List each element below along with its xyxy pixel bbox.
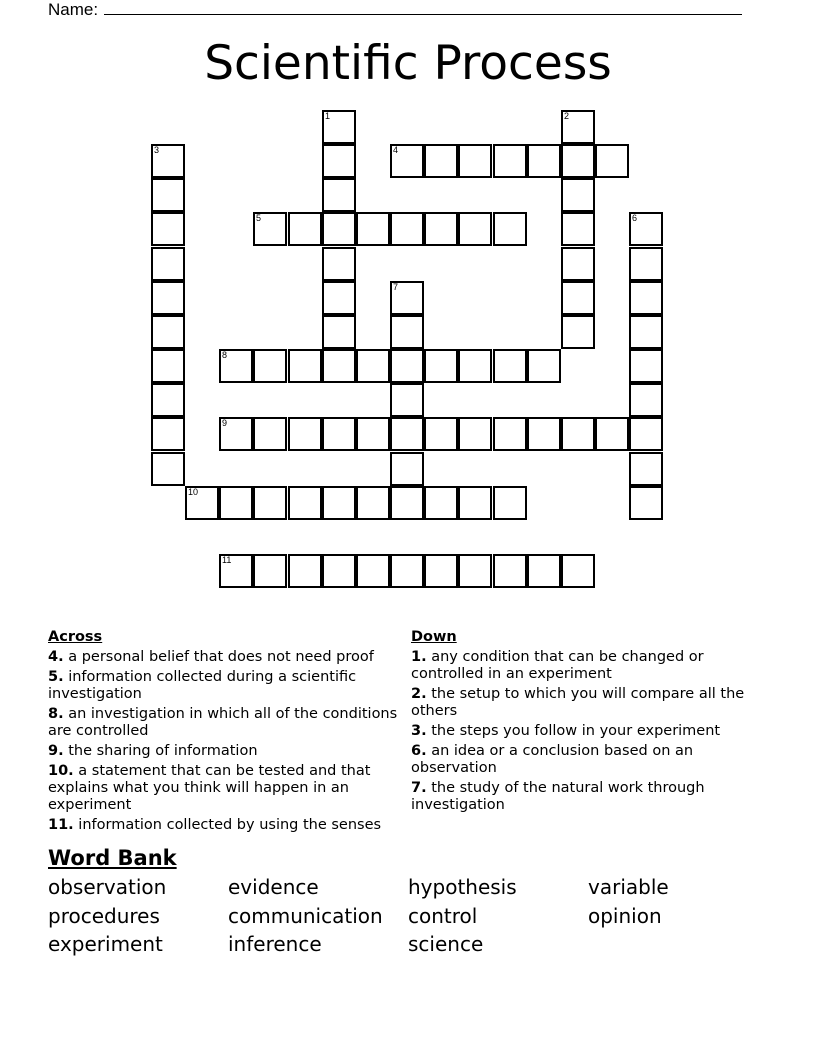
crossword-cell[interactable] (253, 486, 287, 520)
clue-number: 5. (48, 669, 64, 685)
crossword-cell[interactable] (390, 212, 424, 246)
crossword-cell[interactable] (493, 486, 527, 520)
crossword-cell[interactable] (561, 110, 595, 144)
crossword-cell[interactable] (561, 554, 595, 588)
crossword-cell[interactable] (253, 349, 287, 383)
crossword-cell[interactable] (390, 144, 424, 178)
crossword-cell[interactable] (390, 452, 424, 486)
crossword-cell[interactable] (390, 315, 424, 349)
crossword-cell[interactable] (151, 417, 185, 451)
across-clue (48, 649, 398, 666)
clue-number: 11. (48, 817, 74, 833)
crossword-cell[interactable] (493, 417, 527, 451)
crossword-cell[interactable] (629, 486, 663, 520)
clue-number-label: 7 (393, 282, 399, 292)
crossword-cell[interactable] (527, 144, 561, 178)
clue-number: 7. (411, 780, 427, 796)
crossword-cell[interactable] (424, 417, 458, 451)
clue-number: 1. (411, 649, 427, 665)
clue-number-label: 3 (154, 145, 160, 155)
across-heading: Across (48, 629, 103, 645)
crossword-cell[interactable] (322, 554, 356, 588)
crossword-cell[interactable] (288, 554, 322, 588)
crossword-cell[interactable] (356, 417, 390, 451)
crossword-cell[interactable] (288, 212, 322, 246)
clue-text: the setup to which you will compare all the others (411, 686, 745, 719)
across-clue (48, 817, 398, 834)
clue-number-label: 4 (393, 145, 399, 155)
clue-number: 8. (48, 706, 64, 722)
crossword-cell[interactable] (527, 349, 561, 383)
crossword-cell[interactable] (151, 178, 185, 212)
crossword-cell[interactable] (458, 144, 492, 178)
word-bank-item: variable (588, 875, 669, 899)
clue-number: 3. (411, 723, 427, 739)
word-bank-item: control (408, 903, 478, 928)
word-bank-item: communication (228, 903, 383, 928)
crossword-cell[interactable] (185, 486, 219, 520)
crossword-cell[interactable] (151, 315, 185, 349)
across-clue (48, 706, 398, 740)
word-bank-item: evidence (228, 875, 319, 899)
word-bank-item: inference (228, 932, 322, 956)
down-clue (411, 686, 761, 720)
crossword-cell[interactable] (322, 212, 356, 246)
clue-text: the steps you follow in your experiment (431, 723, 721, 739)
down-clue (411, 723, 761, 740)
clue-text: a personal belief that does not need proof (68, 649, 374, 665)
clue-number-label: 6 (632, 213, 638, 223)
crossword-cell[interactable] (629, 349, 663, 383)
crossword-cell[interactable] (219, 417, 253, 451)
crossword-cell[interactable] (629, 247, 663, 281)
crossword-cell[interactable] (253, 554, 287, 588)
clue-text: a statement that can be tested and that explains what you think will happen in an experiment (48, 763, 371, 813)
down-clues (411, 629, 761, 817)
crossword-cell[interactable] (561, 417, 595, 451)
crossword-cell[interactable] (561, 315, 595, 349)
crossword-cell[interactable] (595, 417, 629, 451)
crossword-cell[interactable] (288, 417, 322, 451)
clue-number: 9. (48, 743, 64, 759)
name-label: Name: (48, 0, 99, 19)
across-clue (48, 743, 398, 760)
clue-text: an investigation in which all of the conditions are controlled (48, 706, 398, 739)
crossword-cell[interactable] (390, 383, 424, 417)
crossword-cell[interactable] (322, 349, 356, 383)
clue-text: any condition that can be changed or controlled in an experiment (411, 649, 704, 682)
crossword-cell[interactable] (458, 554, 492, 588)
crossword-cell[interactable] (527, 417, 561, 451)
crossword-cell[interactable] (561, 144, 595, 178)
crossword-cell[interactable] (561, 281, 595, 315)
crossword-cell[interactable] (322, 144, 356, 178)
crossword-cell[interactable] (151, 452, 185, 486)
name-underline[interactable] (104, 0, 742, 15)
clue-text: the study of the natural work through investigation (411, 780, 705, 813)
crossword-cell[interactable] (629, 212, 663, 246)
word-bank-item: opinion (588, 903, 662, 928)
down-heading: Down (411, 629, 457, 645)
crossword-cell[interactable] (561, 212, 595, 246)
crossword-cell[interactable] (561, 178, 595, 212)
crossword-cell[interactable] (151, 212, 185, 246)
clue-number: 4. (48, 649, 64, 665)
crossword-cell[interactable] (322, 110, 356, 144)
clue-text: information collected by using the senses (78, 817, 382, 833)
crossword-cell[interactable] (629, 383, 663, 417)
crossword-cell[interactable] (151, 383, 185, 417)
clue-number-label: 5 (256, 213, 262, 223)
crossword-cell[interactable] (322, 315, 356, 349)
crossword-cell[interactable] (151, 144, 185, 178)
word-bank-item: hypothesis (408, 875, 517, 899)
crossword-cell[interactable] (458, 349, 492, 383)
crossword-cell[interactable] (219, 554, 253, 588)
crossword-cell[interactable] (424, 486, 458, 520)
clue-number-label: 10 (188, 487, 199, 497)
clue-number-label: 11 (222, 555, 232, 565)
clue-number-label: 1 (325, 111, 331, 121)
crossword-cell[interactable] (561, 247, 595, 281)
crossword-cell[interactable] (493, 554, 527, 588)
across-clue (48, 669, 398, 703)
crossword-cell[interactable] (219, 486, 253, 520)
crossword-cell[interactable] (390, 554, 424, 588)
clue-number: 2. (411, 686, 427, 702)
clue-number: 10. (48, 763, 74, 779)
across-clues (48, 629, 398, 837)
clue-text: an idea or a conclusion based on an observation (411, 743, 694, 776)
crossword-cell[interactable] (151, 349, 185, 383)
crossword-cell[interactable] (288, 486, 322, 520)
down-clue (411, 743, 761, 777)
crossword-cell[interactable] (527, 554, 561, 588)
clue-number-label: 8 (222, 350, 228, 360)
crossword-cell[interactable] (356, 554, 390, 588)
down-clue (411, 649, 761, 683)
crossword-cell[interactable] (424, 554, 458, 588)
crossword-cell[interactable] (322, 417, 356, 451)
crossword-cell[interactable] (288, 349, 322, 383)
word-bank-item: procedures (48, 903, 160, 928)
crossword-cell[interactable] (322, 281, 356, 315)
crossword-cell[interactable] (253, 417, 287, 451)
down-clue (411, 780, 761, 814)
clue-text: the sharing of information (68, 743, 258, 759)
word-bank-title: Word Bank (48, 846, 177, 870)
clue-number-label: 2 (564, 111, 570, 121)
crossword-cell[interactable] (424, 349, 458, 383)
word-bank (48, 873, 768, 959)
crossword-cell[interactable] (629, 452, 663, 486)
crossword-cell[interactable] (390, 349, 424, 383)
crossword-cell[interactable] (629, 315, 663, 349)
crossword-cell[interactable] (595, 144, 629, 178)
crossword-cell[interactable] (253, 212, 287, 246)
clue-number: 6. (411, 743, 427, 759)
crossword-cell[interactable] (151, 281, 185, 315)
crossword-cell[interactable] (151, 247, 185, 281)
crossword-cell[interactable] (493, 144, 527, 178)
crossword-cell[interactable] (390, 417, 424, 451)
page-title: Scientific Process (204, 36, 612, 91)
crossword-cell[interactable] (424, 212, 458, 246)
word-bank-item: observation (48, 875, 167, 899)
crossword-cell[interactable] (356, 212, 390, 246)
crossword-cell[interactable] (322, 247, 356, 281)
clue-number-label: 9 (222, 418, 228, 428)
crossword-cell[interactable] (356, 349, 390, 383)
crossword-cell[interactable] (322, 486, 356, 520)
crossword-cell[interactable] (493, 212, 527, 246)
crossword-cell[interactable] (356, 486, 390, 520)
crossword-cell[interactable] (629, 281, 663, 315)
word-bank-item: science (408, 932, 484, 956)
clue-text: information collected during a scientific investigation (48, 669, 357, 702)
crossword-cell[interactable] (322, 178, 356, 212)
crossword-cell[interactable] (458, 417, 492, 451)
crossword-cell[interactable] (390, 486, 424, 520)
word-bank-item: experiment (48, 932, 163, 956)
crossword-cell[interactable] (424, 144, 458, 178)
across-clue (48, 763, 398, 814)
crossword-cell[interactable] (458, 212, 492, 246)
crossword-cell[interactable] (458, 486, 492, 520)
name-field[interactable] (48, 0, 742, 20)
crossword-cell[interactable] (493, 349, 527, 383)
crossword-cell[interactable] (390, 281, 424, 315)
crossword-cell[interactable] (629, 417, 663, 451)
crossword-cell[interactable] (219, 349, 253, 383)
